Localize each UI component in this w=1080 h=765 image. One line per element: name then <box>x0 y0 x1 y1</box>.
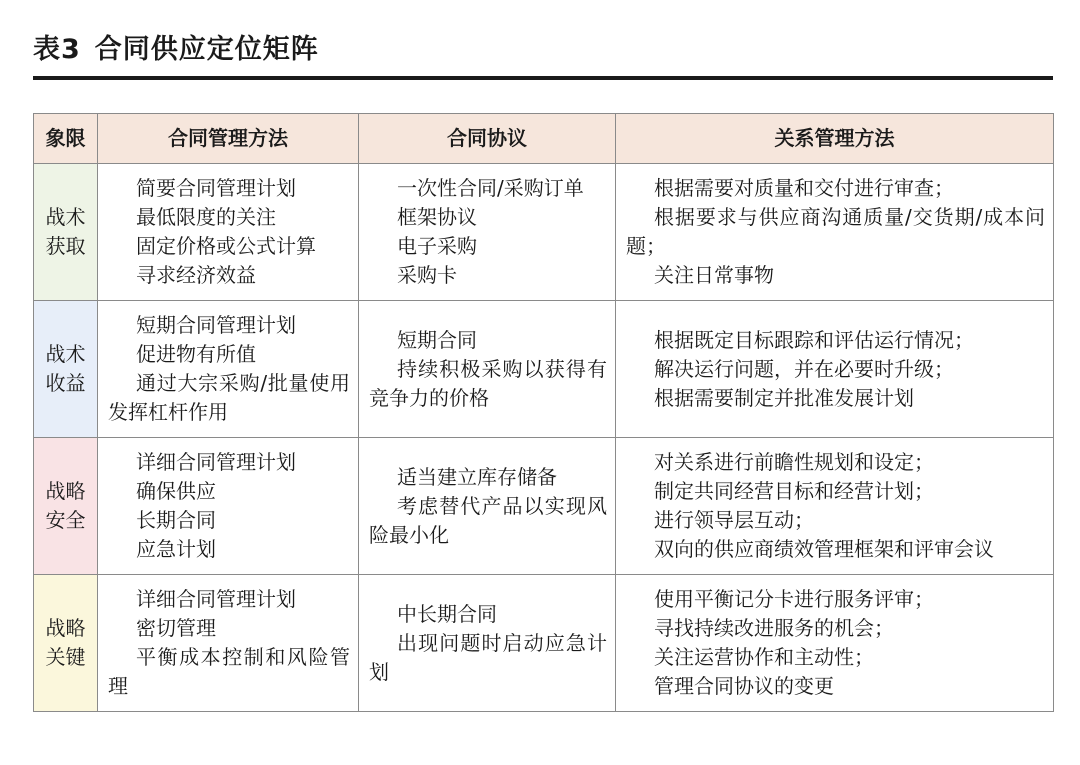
cell-item: 根据要求与供应商沟通质量/交货期/成本问题； <box>626 205 1045 258</box>
cell-item: 平衡成本控制和风险管理 <box>108 645 350 698</box>
cell-item: 寻找持续改进服务的机会； <box>654 616 894 640</box>
relationship-management-cell <box>616 164 1054 301</box>
quadrant-cell <box>34 575 98 712</box>
quadrant-label: 获取 <box>45 234 86 258</box>
contract-management-cell <box>98 575 359 712</box>
cell-item: 根据需要对质量和交付进行审查； <box>654 176 954 200</box>
relationship-management-cell <box>616 438 1054 575</box>
quadrant-cell <box>34 301 98 438</box>
positioning-matrix-table <box>33 113 1054 712</box>
quadrant-label: 安全 <box>45 508 86 532</box>
cell-item: 考虑替代产品以实现风险最小化 <box>369 493 607 547</box>
cell-item: 中长期合同 <box>397 601 497 626</box>
cell-item: 双向的供应商绩效管理框架和评审会议 <box>654 537 994 561</box>
cell-item: 密切管理 <box>136 616 216 640</box>
title-divider <box>33 76 1053 80</box>
agreement-cell <box>359 575 616 712</box>
quadrant-label: 收益 <box>45 371 86 395</box>
quadrant-cell <box>34 164 98 301</box>
contract-management-cell <box>98 164 359 301</box>
cell-item: 出现问题时启动应急计划 <box>369 630 607 684</box>
table-row <box>34 301 1054 438</box>
cell-item: 解决运行问题，并在必要时升级； <box>654 356 954 381</box>
cell-item: 根据需要制定并批准发展计划 <box>654 385 914 410</box>
cell-item: 框架协议 <box>397 205 477 229</box>
cell-item: 简要合同管理计划 <box>136 176 296 200</box>
cell-item: 最低限度的关注 <box>136 205 276 229</box>
header-relationship-management: 关系管理方法 <box>616 114 1054 164</box>
contract-management-cell <box>98 301 359 438</box>
cell-item: 寻求经济效益 <box>136 263 256 287</box>
cell-item: 一次性合同/采购订单 <box>397 176 584 200</box>
cell-item: 适当建立库存储备 <box>397 464 557 489</box>
cell-item: 详细合同管理计划 <box>136 587 296 611</box>
cell-item: 短期合同 <box>397 327 477 352</box>
contract-management-cell <box>98 438 359 575</box>
table-row <box>34 164 1054 301</box>
cell-item: 短期合同管理计划 <box>136 313 296 337</box>
cell-item: 长期合同 <box>136 508 216 532</box>
table-number: 表3 <box>33 34 81 65</box>
cell-item: 管理合同协议的变更 <box>654 674 834 698</box>
cell-item: 电子采购 <box>397 234 477 258</box>
quadrant-label: 关键 <box>45 645 86 669</box>
agreement-cell <box>359 164 616 301</box>
header-quadrant: 象限 <box>34 114 98 164</box>
cell-item: 关注日常事物 <box>654 263 774 287</box>
cell-item: 对关系进行前瞻性规划和设定； <box>654 450 934 474</box>
relationship-management-cell <box>616 575 1054 712</box>
header-row <box>34 114 1054 164</box>
cell-item: 进行领导层互动； <box>654 508 814 532</box>
quadrant-label: 战略 <box>45 479 86 503</box>
page-title <box>33 30 319 70</box>
table-row <box>34 575 1054 712</box>
cell-item: 应急计划 <box>136 537 216 561</box>
cell-item: 制定共同经营目标和经营计划； <box>654 479 934 503</box>
table-row <box>34 438 1054 575</box>
cell-item: 固定价格或公式计算 <box>136 234 316 258</box>
cell-item: 根据既定目标跟踪和评估运行情况； <box>654 327 974 352</box>
header-contract-management: 合同管理方法 <box>98 114 359 164</box>
relationship-management-cell <box>616 301 1054 438</box>
table-title: 合同供应定位矩阵 <box>94 34 319 65</box>
agreement-cell <box>359 301 616 438</box>
cell-item: 促进物有所值 <box>136 342 256 366</box>
cell-item: 详细合同管理计划 <box>136 450 296 474</box>
cell-item: 关注运营协作和主动性； <box>654 645 874 669</box>
agreement-cell <box>359 438 616 575</box>
quadrant-cell <box>34 438 98 575</box>
quadrant-label: 战术 <box>45 205 86 229</box>
cell-item: 使用平衡记分卡进行服务评审； <box>654 587 934 611</box>
header-agreement: 合同协议 <box>359 114 616 164</box>
quadrant-label: 战略 <box>45 616 86 640</box>
cell-item: 确保供应 <box>136 479 216 503</box>
cell-item: 采购卡 <box>397 263 457 287</box>
cell-item: 持续积极采购以获得有竞争力的价格 <box>369 356 607 410</box>
quadrant-label: 战术 <box>45 342 86 366</box>
cell-item: 通过大宗采购/批量使用发挥杠杆作用 <box>108 371 350 424</box>
